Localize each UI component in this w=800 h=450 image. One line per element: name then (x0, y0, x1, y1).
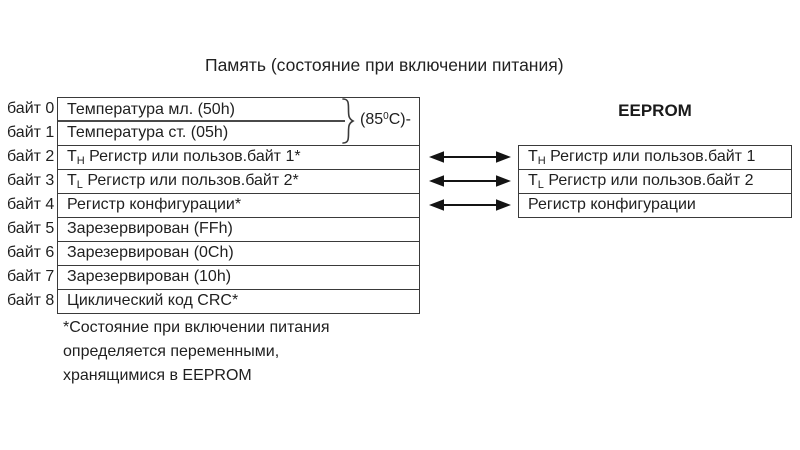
bidirectional-arrow-icon (428, 174, 512, 188)
table-row-byte5 (57, 217, 420, 242)
row-text: Зарезервирован (FFh) (67, 220, 233, 237)
footnote-line: определяется переменными, (63, 343, 280, 360)
byte-label-4: байт 4 (7, 196, 55, 213)
row-text: Зарезервирован (10h) (67, 268, 232, 285)
byte-label-0: байт 0 (7, 100, 55, 117)
power-on-temperature-annotation (360, 111, 411, 129)
table-row-byte6 (57, 241, 420, 266)
footnote-line: хранящимися в EEPROM (63, 367, 252, 384)
row-subscript: L (76, 179, 83, 191)
byte-label-3: байт 3 (7, 172, 55, 189)
table-row-byte8 (57, 289, 420, 314)
table-row-byte3 (57, 169, 420, 194)
eeprom-row-tl (518, 169, 792, 194)
row-text: T (528, 172, 538, 189)
table-row-byte2 (57, 145, 420, 170)
eeprom-heading: EEPROM (618, 101, 692, 120)
row-text: T (528, 148, 538, 165)
footnote-line: *Состояние при включении питания (63, 319, 330, 336)
row-subscript: L (537, 179, 544, 191)
row-subscript: H (76, 155, 85, 167)
byte-label-5: байт 5 (7, 220, 55, 237)
row-text: Регистр или пользов.байт 2* (82, 172, 299, 189)
byte-label-2: байт 2 (7, 148, 55, 165)
diagram-title: Память (состояние при включении питания) (205, 55, 564, 75)
table-row-byte4 (57, 193, 420, 218)
row-subscript: H (537, 155, 546, 167)
row-text: Регистр или пользов.байт 2 (543, 172, 754, 189)
eeprom-row-config (518, 193, 792, 218)
curly-brace-icon (342, 98, 355, 144)
annotation-text: (85 (360, 111, 384, 128)
bidirectional-arrow-icon (428, 150, 512, 164)
eeprom-row-th (518, 145, 792, 170)
row-text: T (67, 172, 77, 189)
byte-label-8: байт 8 (7, 292, 55, 309)
byte-label-1: байт 1 (7, 124, 55, 141)
row-text: Регистр конфигурации* (67, 196, 242, 213)
annotation-text: C)- (388, 111, 411, 128)
row-text: Регистр конфигурации (528, 196, 696, 213)
row-text: Регистр или пользов.байт 1* (84, 148, 301, 165)
byte-label-7: байт 7 (7, 268, 55, 285)
footnote (63, 316, 330, 388)
row-text: Температура ст. (05h) (67, 124, 229, 141)
row-text: Циклический код CRC* (67, 292, 239, 309)
byte-label-6: байт 6 (7, 244, 55, 261)
row-text: Температура мл. (50h) (67, 101, 235, 118)
row-text: Зарезервирован (0Ch) (67, 244, 234, 261)
bidirectional-arrow-icon (428, 198, 512, 212)
row-text: T (67, 148, 77, 165)
table-row-byte7 (57, 265, 420, 290)
annotation-superscript: 0 (383, 111, 389, 122)
row-divider (58, 120, 345, 122)
row-text: Регистр или пользов.байт 1 (545, 148, 756, 165)
